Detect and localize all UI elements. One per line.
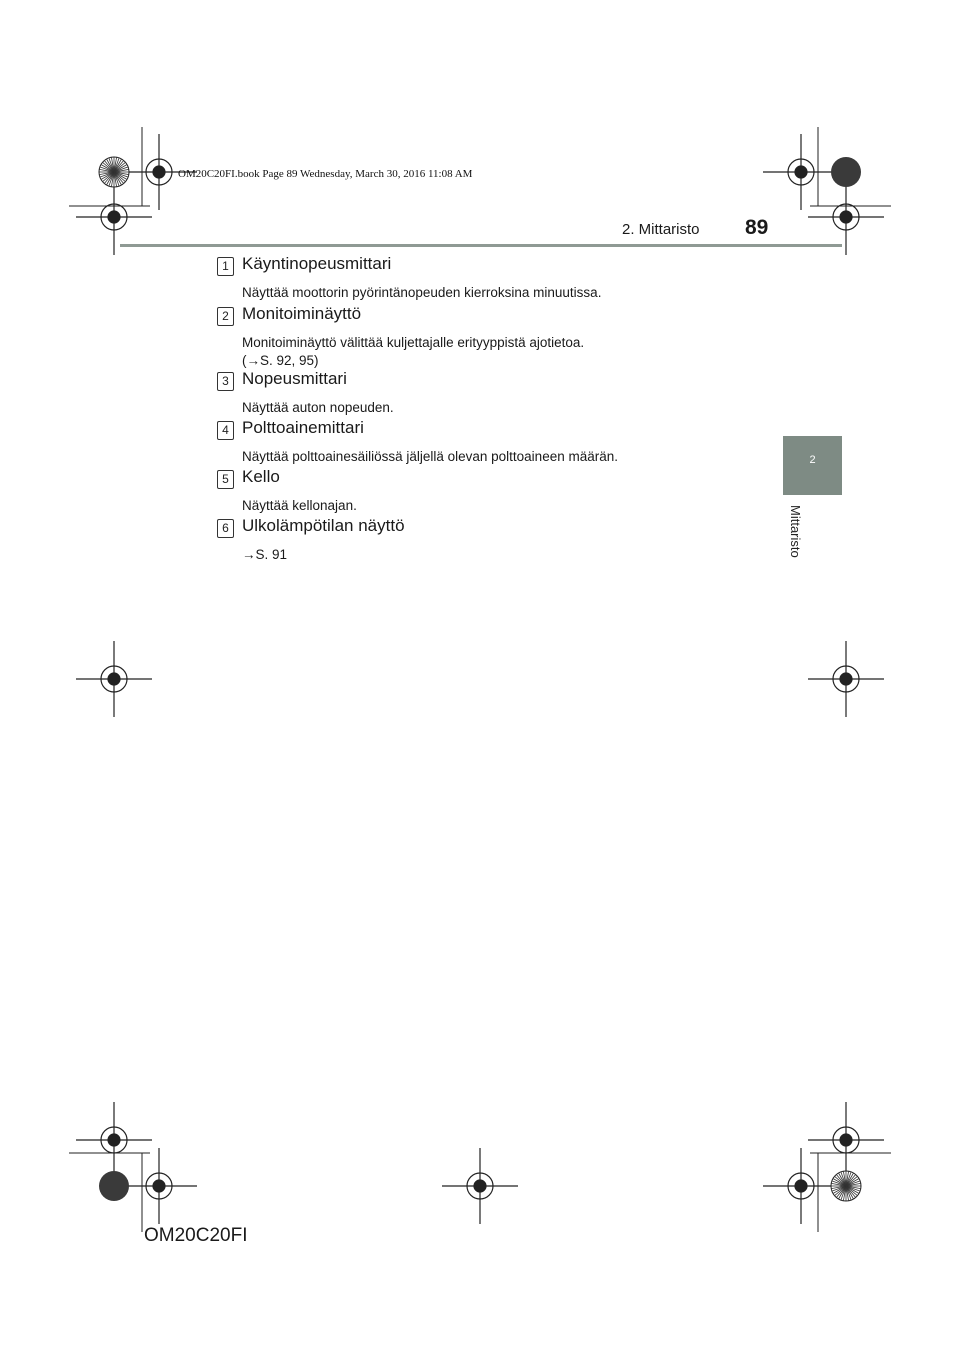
item-description: Näyttää kellonajan. — [242, 498, 357, 513]
page-number: 89 — [745, 216, 769, 239]
item-title: Nopeusmittari — [242, 369, 347, 388]
item-number: 5 — [217, 470, 234, 489]
item-description — [242, 334, 584, 370]
item-title: Käyntinopeusmittari — [242, 254, 392, 273]
header-rule — [120, 244, 842, 247]
page-reference: →S. 91 — [242, 547, 288, 562]
item-number: 6 — [217, 519, 234, 538]
item-number: 3 — [217, 372, 234, 391]
chapter-tab-label: Mittaristo — [788, 505, 803, 558]
item-description-line: Monitoiminäyttö välittää kuljettajalle erityyppistä ajotietoa. — [242, 335, 585, 350]
item-number: 1 — [217, 257, 234, 276]
chapter-tab — [783, 436, 842, 495]
item-title: Polttoainemittari — [242, 418, 364, 437]
item-number: 2 — [217, 307, 234, 326]
item-title: Kello — [242, 467, 280, 486]
item-title: Monitoiminäyttö — [242, 304, 362, 323]
item-number: 4 — [217, 421, 234, 440]
item-description: Näyttää auton nopeuden. — [242, 400, 394, 415]
chapter-tab-number: 2 — [809, 454, 816, 466]
item-description: Näyttää polttoainesäiliössä jäljellä olevan polttoaineen määrän. — [242, 449, 618, 464]
running-header-section: 2. Mittaristo — [622, 221, 700, 238]
manual-code: OM20C20FI — [144, 1225, 248, 1246]
item-description: Näyttää moottorin pyörintänopeuden kierroksina minuutissa. — [242, 285, 602, 300]
book-info-line: OM20C20FI.book Page 89 Wednesday, March 30, 2016 11:08 AM — [178, 168, 473, 180]
item-title: Ulkolämpötilan näyttö — [242, 516, 405, 535]
page-reference: (→S. 92, 95) — [242, 353, 319, 368]
